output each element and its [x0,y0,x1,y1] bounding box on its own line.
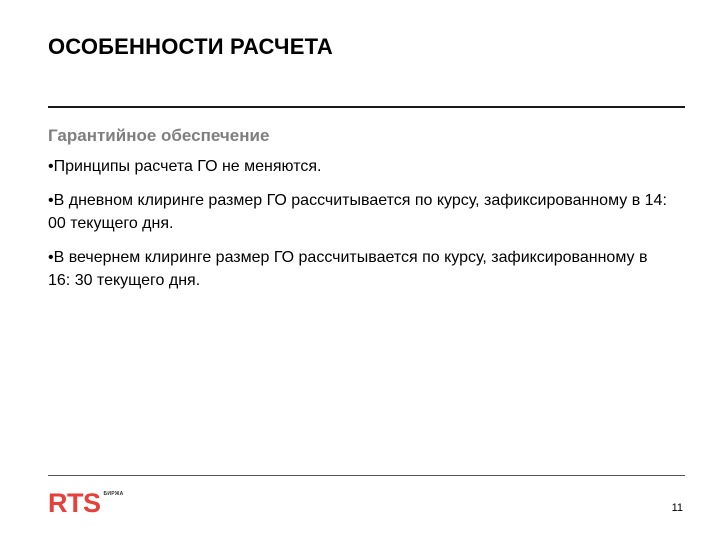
bullet-marker: • [48,249,54,266]
logo-wordmark: RTS [48,488,101,518]
bullet-list [48,155,668,303]
bullet-item [48,189,668,235]
bullet-text: Принципы расчета ГО не меняются. [53,158,322,175]
bullet-marker: • [48,158,54,175]
slide-title: ОСОБЕННОСТИ РАСЧЕТА [48,34,333,59]
title-divider [48,106,685,108]
bullet-marker: • [48,192,54,209]
bullet-text: В вечернем клиринге размер ГО рассчитывается по курсу, зафиксированному в 16: 30 текущего дня. [48,249,648,289]
bullet-item [48,155,668,178]
rts-logo [48,488,124,518]
page-number: 11 [671,502,683,514]
bullet-text: В дневном клиринге размер ГО рассчитывается по курсу, зафиксированному в 14: 00 текущего дня. [48,192,667,232]
logo-subtext: БИРЖА [103,491,124,497]
bullet-item [48,246,668,292]
footer-divider [48,475,685,476]
section-heading: Гарантийное обеспечение [48,126,270,145]
